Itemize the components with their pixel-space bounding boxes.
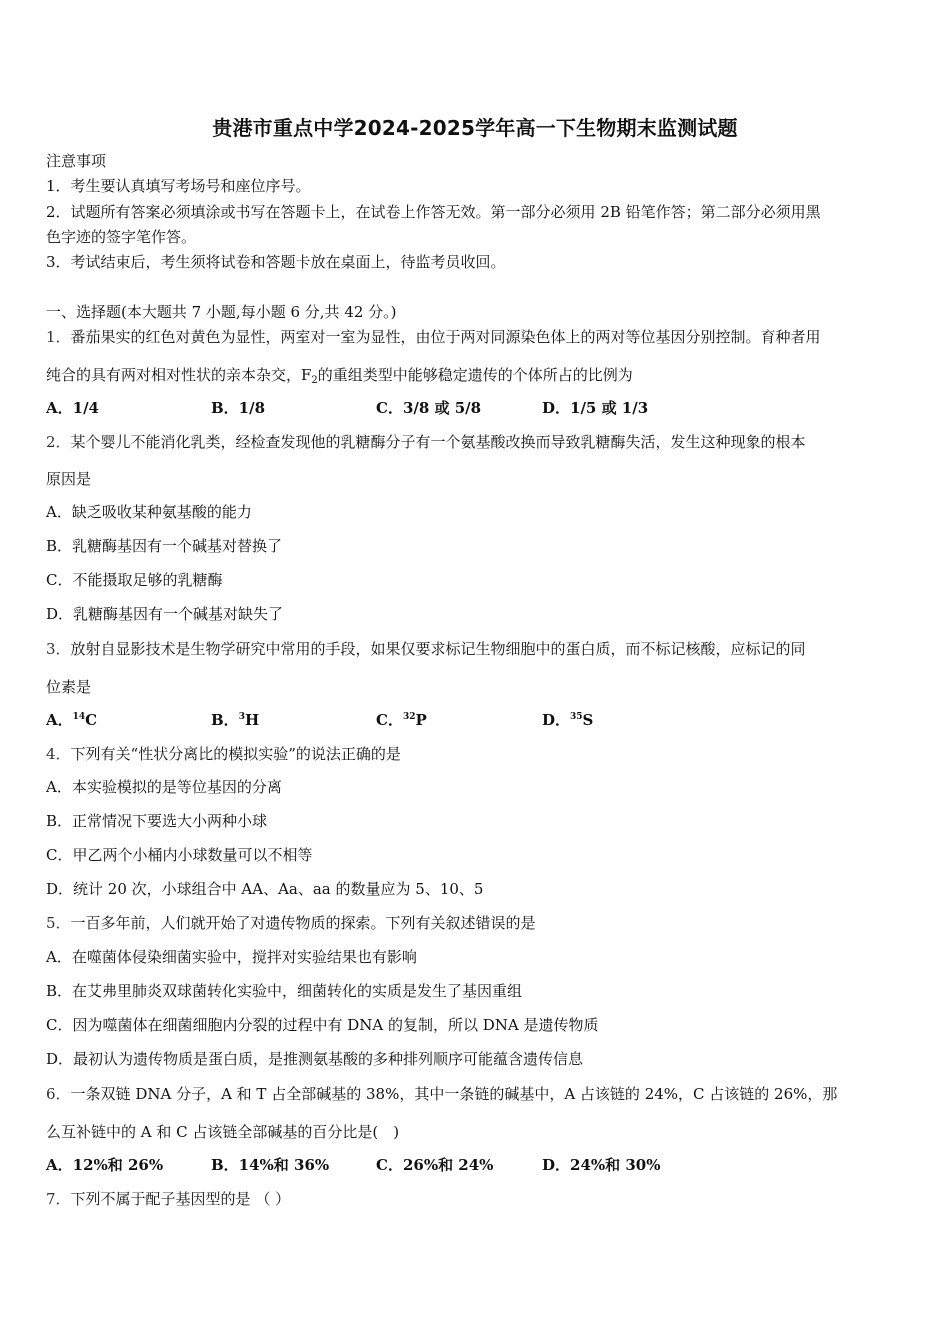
question-1-line-2 bbox=[46, 365, 633, 385]
option-a[interactable]: A．1/4 bbox=[46, 399, 99, 417]
option-label: B． bbox=[211, 711, 239, 729]
question-5-line-1 bbox=[46, 913, 536, 933]
question-text: 某个婴儿不能消化乳类，经检查发现他的乳糖酶分子有一个氨基酸改换而导致乳糖酶失活，发生这种现象的根本 bbox=[70, 433, 806, 451]
question-number: 7． bbox=[46, 1190, 71, 1208]
isotope-mass: 32 bbox=[402, 712, 416, 722]
option-label: A． bbox=[46, 711, 73, 729]
option-c[interactable]: C．甲乙两个小桶内小球数量可以不相等 bbox=[46, 846, 313, 864]
question-7-line-1 bbox=[46, 1189, 290, 1209]
question-text: 纯合的具有两对相对性状的亲本杂交，F bbox=[46, 366, 312, 384]
option-a[interactable]: A．12%和 26% bbox=[46, 1156, 164, 1174]
question-4-line-1 bbox=[46, 744, 401, 764]
option-b[interactable]: B．在艾弗里肺炎双球菌转化实验中，细菌转化的实质是发生了基因重组 bbox=[46, 982, 523, 1000]
option-b[interactable] bbox=[211, 710, 259, 730]
page-title: 贵港市重点中学2024-2025学年高一下生物期末监测试题 bbox=[212, 116, 738, 140]
notice-heading: 注意事项 bbox=[46, 152, 107, 170]
question-1-line-1 bbox=[46, 327, 821, 347]
option-b[interactable]: B．1/8 bbox=[211, 399, 266, 417]
option-d[interactable]: D．24%和 30% bbox=[542, 1156, 661, 1174]
question-text: 一百多年前，人们就开始了对遗传物质的探索。下列有关叙述错误的是 bbox=[70, 914, 536, 932]
isotope-mass: 14 bbox=[72, 712, 86, 722]
option-c[interactable]: C．因为噬菌体在细菌细胞内分裂的过程中有 DNA 的复制，所以 DNA 是遗传物质 bbox=[46, 1016, 599, 1034]
element-symbol: C bbox=[85, 711, 98, 729]
option-a[interactable]: A．在噬菌体侵染细菌实验中，搅拌对实验结果也有影响 bbox=[46, 948, 417, 966]
notice-item-3: 3．考试结束后，考生须将试卷和答题卡放在桌面上，待监考员收回。 bbox=[46, 253, 506, 271]
option-d[interactable]: D．1/5 或 1/3 bbox=[542, 399, 649, 417]
question-number: 4． bbox=[46, 745, 71, 763]
option-c[interactable]: C．3/8 或 5/8 bbox=[376, 399, 482, 417]
question-6-line-2: 么互补链中的 A 和 C 占该链全部碱基的百分比是( ) bbox=[46, 1123, 400, 1141]
isotope-mass: 35 bbox=[570, 712, 583, 722]
notice-item-2-cont: 色字迹的签字笔作答。 bbox=[46, 228, 197, 246]
question-text: 放射自显影技术是生物学研究中常用的手段，如果仅要求标记生物细胞中的蛋白质，而不标记核酸，应标记的同 bbox=[70, 640, 806, 658]
option-c[interactable]: C．不能摄取足够的乳糖酶 bbox=[46, 571, 223, 589]
option-d[interactable]: D．乳糖酶基因有一个碱基对缺失了 bbox=[46, 605, 284, 623]
question-2-line-2: 原因是 bbox=[46, 470, 92, 488]
option-c[interactable]: C．26%和 24% bbox=[376, 1156, 494, 1174]
question-text: 一条双链 DNA 分子，A 和 T 占全部碱基的 38%，其中一条链的碱基中，A 占该链的 24%，C 占该链的 26%，那 bbox=[70, 1085, 838, 1103]
question-text: 下列不属于配子基因型的是 （ ） bbox=[70, 1190, 291, 1208]
question-number: 6． bbox=[46, 1085, 71, 1103]
question-6-line-1 bbox=[46, 1084, 837, 1104]
option-c[interactable] bbox=[376, 710, 427, 730]
subscript: 2 bbox=[311, 375, 318, 386]
option-b[interactable]: B．正常情况下要选大小两种小球 bbox=[46, 812, 268, 830]
question-text: 番茄果实的红色对黄色为显性，两室对一室为显性，由位于两对同源染色体上的两对等位基因分别控制。育种者用 bbox=[70, 328, 821, 346]
question-text: 的重组类型中能够稳定遗传的个体所占的比例为 bbox=[317, 366, 633, 384]
section-heading: 一、选择题(本大题共 7 小题,每小题 6 分,共 42 分。) bbox=[46, 303, 397, 321]
notice-item-2: 2．试题所有答案必须填涂或书写在答题卡上，在试卷上作答无效。第一部分必须用 2B 铅笔作答；第二部分必须用黑 bbox=[46, 203, 821, 221]
element-symbol: S bbox=[582, 711, 594, 729]
option-label: C． bbox=[376, 711, 403, 729]
element-symbol: H bbox=[244, 711, 260, 729]
notice-item-1: 1．考生要认真填写考场号和座位序号。 bbox=[46, 177, 311, 195]
question-number: 3． bbox=[46, 640, 71, 658]
option-b[interactable]: B．14%和 36% bbox=[211, 1156, 330, 1174]
option-d[interactable]: D．最初认为遗传物质是蛋白质，是推测氨基酸的多种排列顺序可能蕴含遗传信息 bbox=[46, 1050, 584, 1068]
option-a[interactable]: A．本实验模拟的是等位基因的分离 bbox=[46, 778, 282, 796]
question-3-line-2: 位素是 bbox=[46, 678, 92, 696]
option-d[interactable] bbox=[542, 710, 593, 730]
question-3-line-1 bbox=[46, 639, 806, 659]
question-text: 下列有关“性状分离比的模拟实验”的说法正确的是 bbox=[70, 745, 401, 763]
question-number: 5． bbox=[46, 914, 71, 932]
question-number: 1． bbox=[46, 328, 71, 346]
option-a[interactable]: A．缺乏吸收某种氨基酸的能力 bbox=[46, 503, 252, 521]
isotope-mass: 3 bbox=[238, 712, 245, 722]
question-2-line-1 bbox=[46, 432, 806, 452]
option-d[interactable]: D．统计 20 次，小球组合中 AA、Aa、aa 的数量应为 5、10、5 bbox=[46, 880, 484, 898]
option-a[interactable] bbox=[46, 710, 97, 730]
element-symbol: P bbox=[415, 711, 427, 729]
option-label: D． bbox=[542, 711, 571, 729]
question-number: 2． bbox=[46, 433, 71, 451]
option-b[interactable]: B．乳糖酶基因有一个碱基对替换了 bbox=[46, 537, 283, 555]
